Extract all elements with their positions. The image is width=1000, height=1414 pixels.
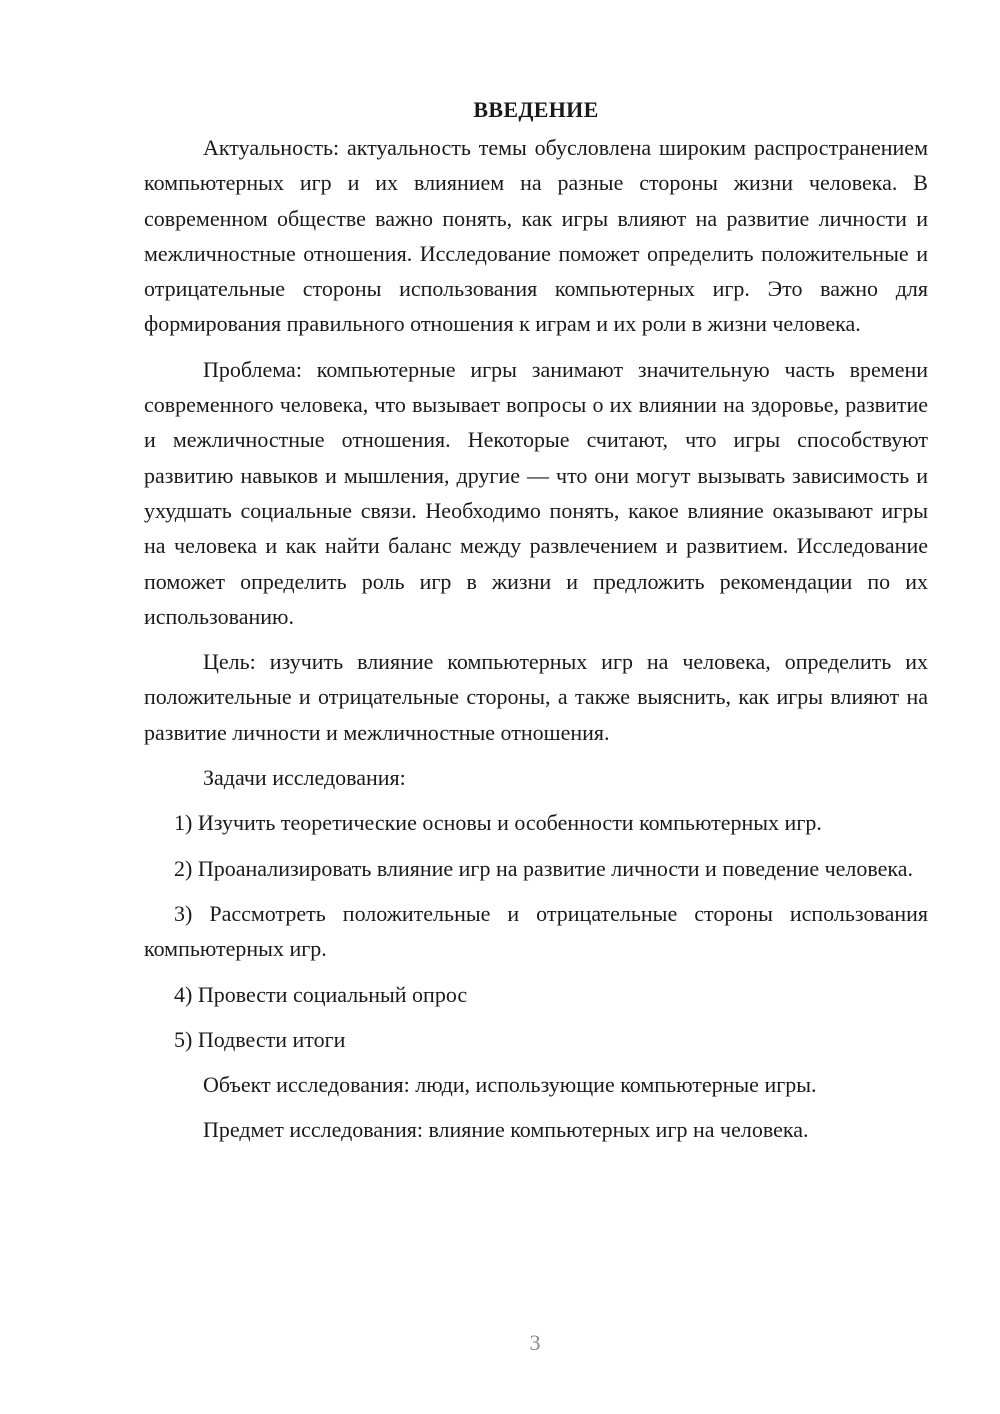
task-item-5: 5) Подвести итоги [174, 1026, 346, 1052]
task-item-3: 3) Рассмотреть положительные и отрицательные стороны использования компьютерных игр. [144, 900, 928, 962]
paragraph-object: Объект исследования: люди, использующие компьютерные игры. [203, 1072, 817, 1098]
task-item-2: 2) Проанализировать влияние игр на развитие личности и поведение человека. [174, 855, 914, 881]
section-title: ВВЕДЕНИЕ [473, 97, 599, 122]
task-item-1: 1) Изучить теоретические основы и особенности компьютерных игр. [174, 810, 822, 836]
paragraph-relevance: Актуальность: актуальность темы обусловлена широким распространением компьютерных игр и их влиянием на разные стороны жизни человека. В современном обществе важно понять, как игры влияют на развитие личности и межличностные отношения. Исследование поможет определить положительные и отрицательные стороны использования компьютерных игр. Это важно для формирования правильного отношения к играм и их роли в жизни человека. [144, 135, 928, 337]
task-item-4: 4) Провести социальный опрос [174, 981, 468, 1007]
page-number: 3 [529, 1330, 541, 1355]
paragraph-goal: Цель: изучить влияние компьютерных игр на человека, определить их положительные и отрицательные стороны, а также выяснить, как игры влияют на развитие личности и межличностные отношения. [144, 649, 928, 745]
paragraph-problem: Проблема: компьютерные игры занимают значительную часть времени современного человека, что вызывает вопросы о их влиянии на здоровье, развитие и межличностные отношения. Некоторые считают, что игры способствуют развитию навыков и мышления, другие — что они могут вызывать зависимость и ухудшать социальные связи. Необходимо понять, какое влияние оказывают игры на человека и как найти баланс между развлечением и развитием. Исследование поможет определить роль игр в жизни и предложить рекомендации по их использованию. [144, 356, 928, 629]
document-page [144, 92, 928, 1158]
paragraph-subject: Предмет исследования: влияние компьютерных игр на человека. [203, 1117, 809, 1143]
paragraph-tasks-heading: Задачи исследования: [203, 765, 406, 791]
